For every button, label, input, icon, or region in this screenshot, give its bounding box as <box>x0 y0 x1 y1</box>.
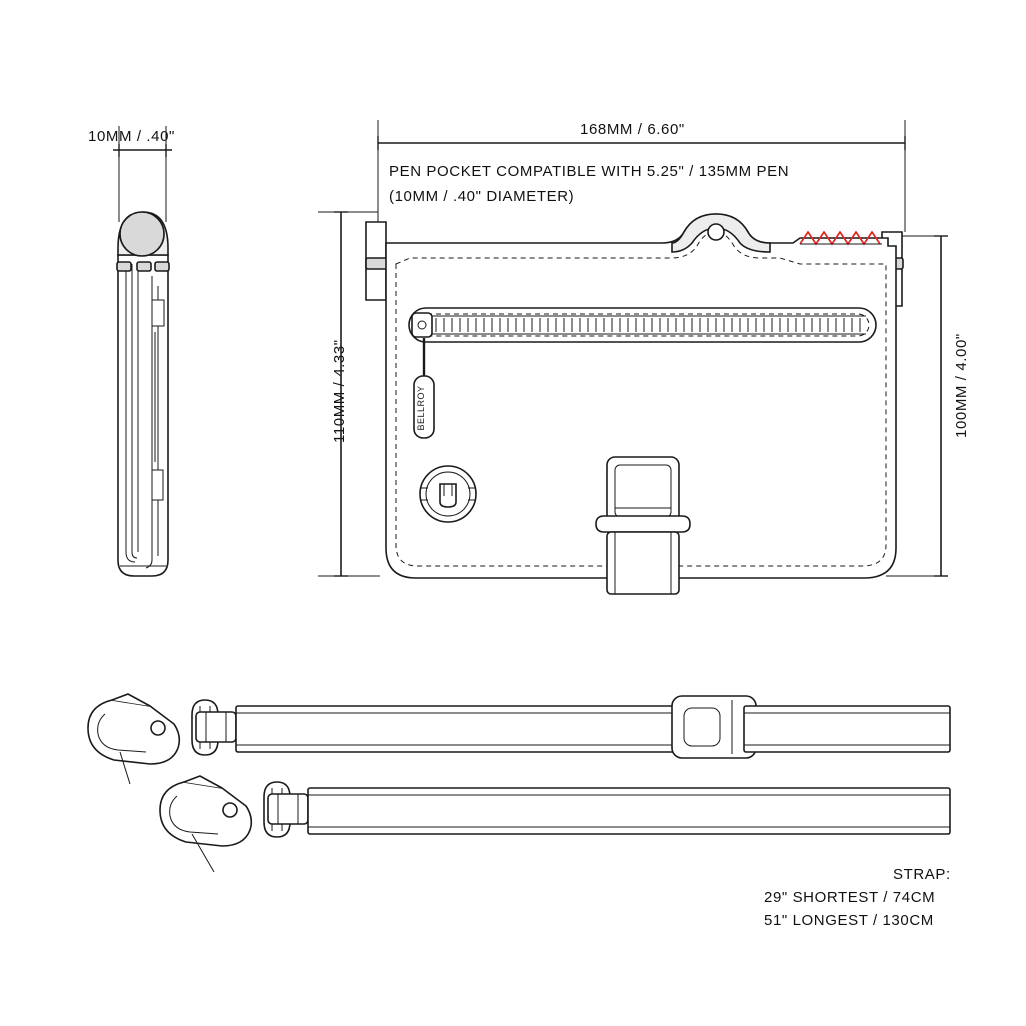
dimension-label-side-width: 10MM / .40" <box>88 128 175 145</box>
dimension-side-width <box>113 126 172 222</box>
bellroy-logo-badge <box>420 466 476 522</box>
zipper-pull-brand-text: BELLROY <box>416 385 426 431</box>
wallet-side-view <box>117 212 169 576</box>
dimension-label-front-width: 168MM / 6.60" <box>580 121 685 138</box>
dimension-front-width <box>378 120 905 232</box>
strap-assembly <box>88 694 950 872</box>
strap-buckle-front <box>596 457 690 594</box>
strap-hook-upper <box>88 694 179 784</box>
strap-longest-label: 51" LONGEST / 130CM <box>764 912 934 929</box>
dimension-label-front-height-right: 100MM / 4.00" <box>953 333 970 438</box>
strap-hook-lower <box>160 776 251 872</box>
dimension-label-front-height-left: 110MM / 4.33" <box>331 339 348 443</box>
note-pen-pocket-line2: (10MM / .40" DIAMETER) <box>389 188 575 205</box>
wallet-front-view <box>366 214 903 594</box>
strap-shortest-label: 29" SHORTEST / 74CM <box>764 889 936 906</box>
note-pen-pocket-line1: PEN POCKET COMPATIBLE WITH 5.25" / 135MM PEN <box>389 163 790 180</box>
strap-heading: STRAP: <box>893 866 951 883</box>
